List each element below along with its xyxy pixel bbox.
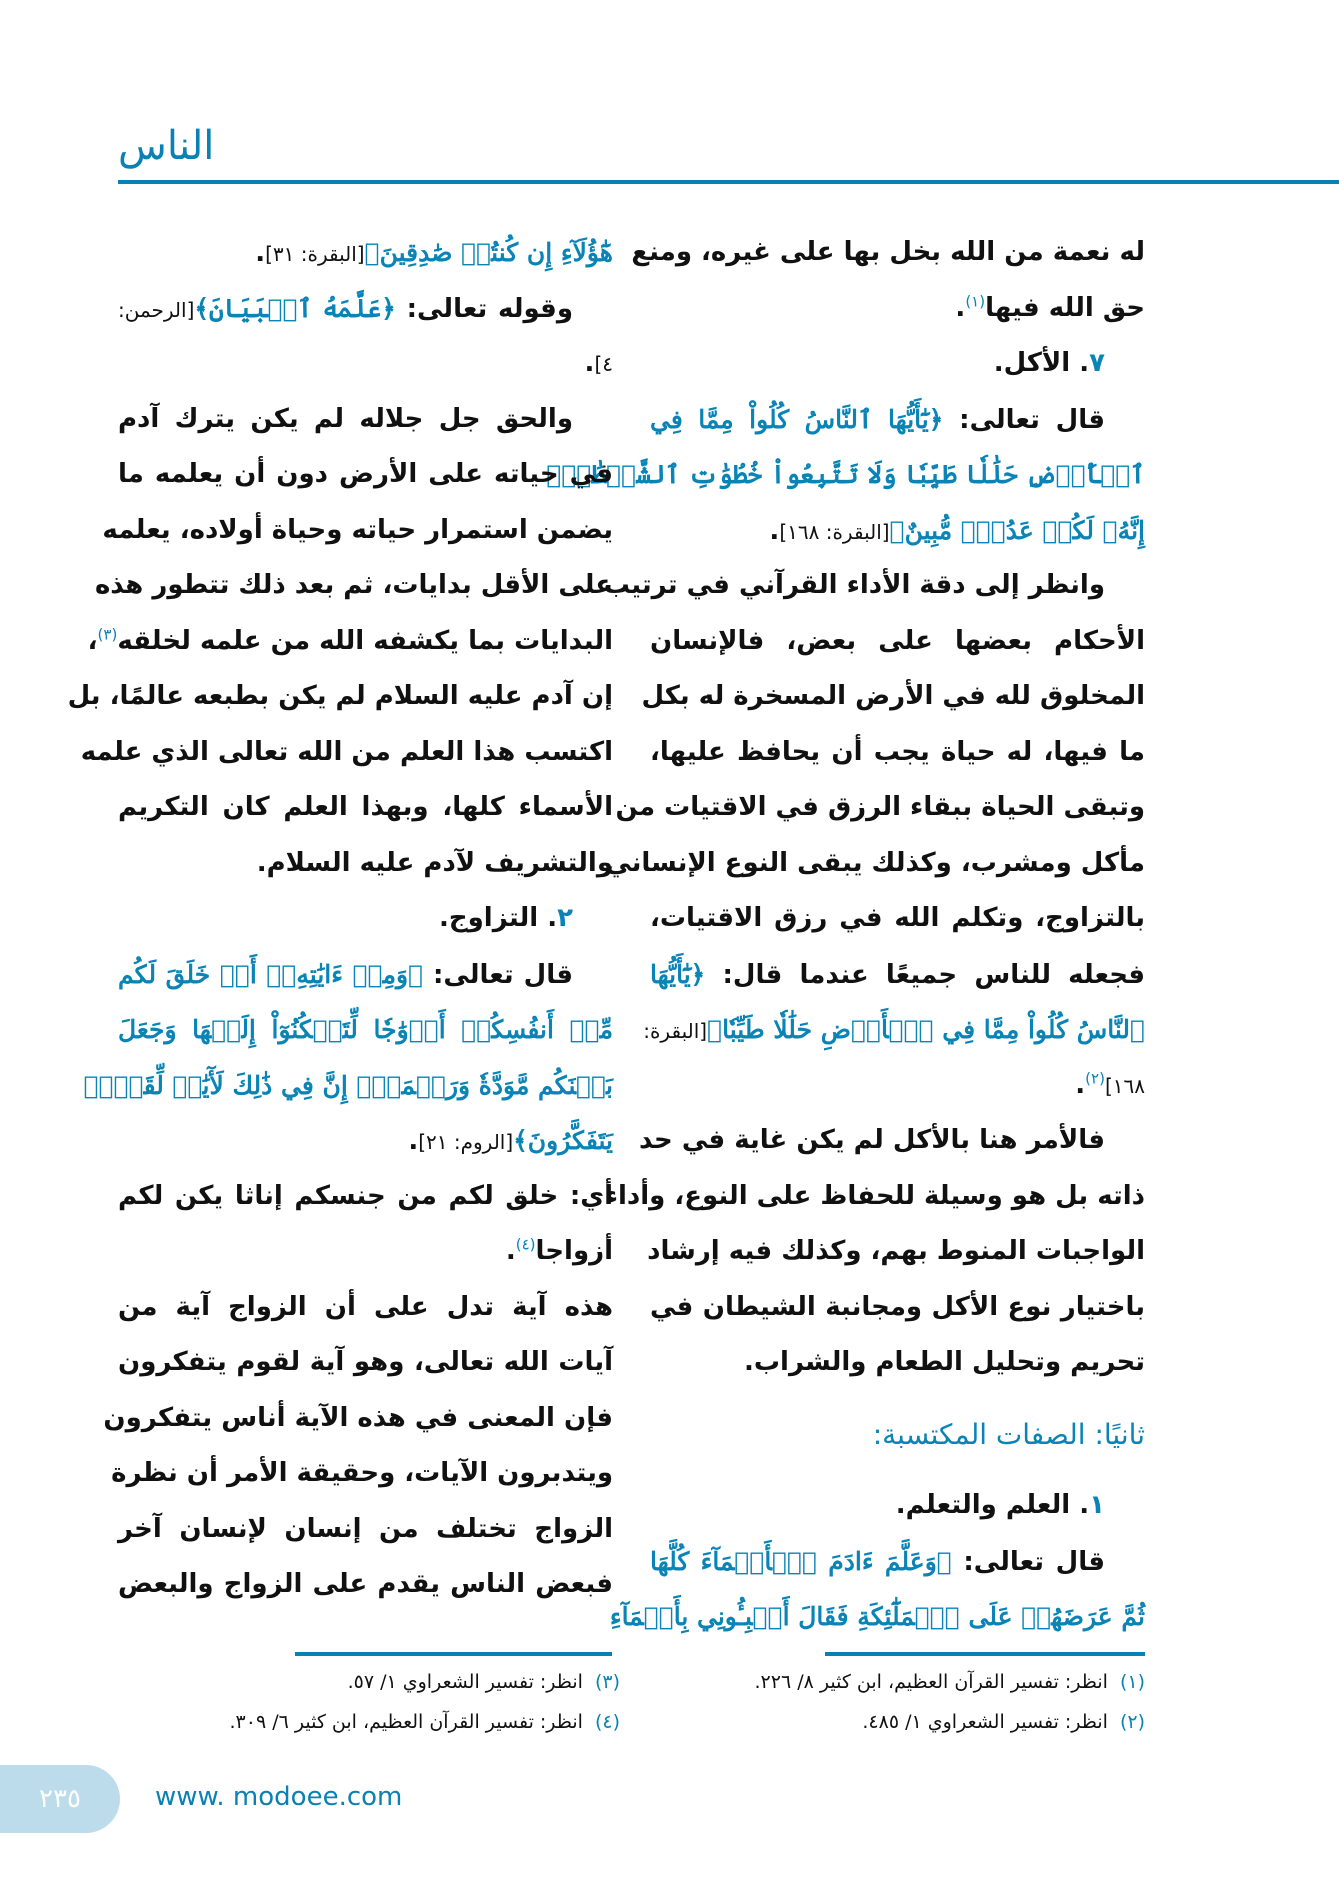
footnote-text: انظر: تفسير القرآن العظيم، ابن كثير ٦/ ٣٠٩. — [229, 1711, 583, 1733]
body-text: أزواجا — [535, 1236, 613, 1266]
body-text: البدايات بما يكشفه الله من علمه لخلقه — [117, 625, 613, 656]
text-line — [118, 891, 613, 947]
quran-verse: ثُمَّ عَرَضَهُمۡ عَلَى ٱلۡمَلَٰٓئِكَةِ فَقَالَ أَنۢبِـُٔونِي بِأَسۡمَآءِ — [609, 1602, 1145, 1631]
body-text: . — [584, 348, 595, 378]
text-line — [111, 1446, 613, 1502]
footnote-text: انظر: تفسير الشعراوي ١/ ٤٨٥. — [862, 1711, 1108, 1733]
body-text: اكتسب هذا العلم من الله تعالى الذي علمه — [80, 736, 613, 767]
body-text: . الأكل. — [993, 348, 1090, 378]
text-line — [118, 1169, 613, 1225]
text-line — [650, 891, 1145, 947]
text-line — [650, 1534, 1145, 1590]
verse-reference: [الروم: ٢١] — [418, 1130, 514, 1154]
item-number: ٢ — [557, 903, 573, 933]
body-text: تحريم وتحليل الطعام والشراب. — [744, 1347, 1145, 1377]
footnote-marker[interactable]: (٢) — [1085, 1068, 1105, 1087]
text-line — [604, 1169, 1145, 1225]
verse-reference: ١٦٨] — [1104, 1073, 1145, 1098]
footnote — [100, 1702, 620, 1742]
body-text: . — [255, 238, 266, 268]
text-line — [118, 336, 613, 392]
text-line — [631, 225, 1145, 281]
body-text: وتبقى الحياة ببقاء الرزق في الاقتيات من — [615, 792, 1145, 822]
quran-verse: مِّنۡ أَنفُسِكُمۡ أَزۡوَٰجٗا لِّتَسۡكُنُوٓاْ إِلَيۡهَا وَجَعَلَ — [118, 1015, 613, 1044]
footnote-divider-right — [825, 1652, 1145, 1656]
item-number: ١ — [1089, 1490, 1105, 1520]
running-title: الناس — [118, 123, 215, 169]
verse-reference: [الرحمن: — [118, 297, 195, 322]
quran-verse: ﴿يَٰٓأَيُّهَا ٱلنَّاسُ كُلُواْ مِمَّا فِي — [650, 404, 944, 434]
text-line — [647, 1224, 1145, 1280]
body-text: والحق جل جلاله لم يكن يترك آدم — [118, 403, 573, 434]
body-text: ذاته بل هو وسيلة للحفاظ على النوع، وأداء — [604, 1180, 1145, 1211]
body-text: . العلم والتعلم. — [895, 1490, 1090, 1520]
quran-verse: ﴿وَعَلَّمَ ءَادَمَ ٱلۡأَسۡمَآءَ كُلَّهَا — [650, 1546, 952, 1576]
text-line — [118, 225, 613, 281]
quran-verse: بَيۡنَكُم مَّوَدَّةٗ وَرَحۡمَةًۚ إِنَّ فِي ذَٰلِكَ لَأٓيَٰتٖ لِّقَوۡمٖ — [83, 1070, 613, 1100]
quran-verse: إِنَّهُۥ لَكُمۡ عَدُوّٞ مُّبِينٌ﴾ — [889, 515, 1145, 545]
body-text: فبعض الناس يقدم على الزواج والبعض — [118, 1569, 613, 1599]
footnote-number: (٣) — [594, 1671, 620, 1693]
text-line — [118, 947, 613, 1003]
text-line — [639, 1113, 1145, 1169]
quran-verse: يَتَفَكَّرُونَ﴾ — [513, 1126, 613, 1155]
text-line — [94, 558, 613, 614]
body-text: . — [769, 515, 780, 546]
section-heading: ثانيًا: الصفات المكتسبة: — [872, 1417, 1145, 1451]
body-text: الزواج تختلف من إنسان لإنسان آخر — [118, 1513, 613, 1544]
text-line — [80, 725, 613, 781]
footnote — [625, 1662, 1145, 1702]
text-line — [643, 1002, 1145, 1058]
body-text: ، — [87, 625, 98, 656]
text-line — [118, 1280, 613, 1336]
footnote-number: (٤) — [594, 1711, 620, 1733]
body-text: . — [408, 1126, 419, 1156]
text-line — [641, 669, 1145, 725]
text-line — [83, 1058, 613, 1114]
quran-verse: ﴿يَٰٓأَيُّهَا — [650, 959, 706, 989]
footnotes-left — [100, 1662, 620, 1742]
footnote-marker[interactable]: (١) — [965, 291, 986, 310]
body-text: . — [505, 1236, 516, 1266]
footnote-text: انظر: تفسير القرآن العظيم، ابن كثير ٨/ ٢٢٦. — [754, 1671, 1108, 1693]
text-line — [650, 725, 1145, 781]
text-line — [118, 1502, 613, 1558]
body-text: له نعمة من الله بخل بها على غيره، ومنع — [631, 237, 1145, 267]
text-line — [102, 503, 613, 559]
quran-verse: ٱلنَّاسُ كُلُواْ مِمَّا فِي ٱلۡأَرۡضِ حَلَٰلٗا طَيِّبٗا﴾ — [707, 1015, 1145, 1044]
body-text: الواجبات المنوط بهم، وكذلك فيه إرشاد — [647, 1236, 1145, 1266]
body-text: وقوله تعالى: — [395, 293, 573, 324]
text-line — [118, 447, 613, 503]
footnote-number: (٢) — [1119, 1711, 1145, 1733]
verse-reference: [البقرة: ٣١] — [265, 242, 365, 266]
body-text: ما فيها، له حياة يجب أن يحافظ عليها، — [650, 736, 1145, 767]
text-line — [605, 836, 1145, 892]
text-line — [609, 1589, 1145, 1645]
body-text: في حياته على الأرض دون أن يعلمه ما — [118, 459, 613, 489]
body-text: قال تعالى: — [943, 404, 1105, 435]
verse-reference: [البقرة: — [643, 1019, 708, 1043]
footnote — [100, 1662, 620, 1702]
verse-reference: ٤] — [594, 352, 613, 376]
body-text: فجعله للناس جميعًا عندما قال: — [705, 959, 1145, 990]
text-line — [118, 1113, 613, 1169]
text-line — [118, 281, 613, 337]
text-line — [118, 836, 613, 892]
body-text: . — [955, 292, 966, 323]
text-line — [118, 1335, 613, 1391]
item-number: ٧ — [1089, 348, 1105, 378]
text-line — [103, 1391, 613, 1447]
body-text: قال تعالى: — [423, 959, 573, 990]
footnote-marker[interactable]: (٤) — [515, 1235, 536, 1254]
body-text: الأحكام بعضها على بعض، فالإنسان — [650, 625, 1145, 656]
text-line — [650, 1335, 1145, 1391]
page-number: ٢٣٥ — [0, 1765, 120, 1833]
text-line — [87, 614, 613, 670]
text-line — [118, 780, 613, 836]
body-text: ويتدبرون الآيات، وحقيقة الأمر أن نظرة — [111, 1458, 613, 1488]
text-line — [650, 336, 1145, 392]
footnote — [625, 1702, 1145, 1742]
footnotes-right — [625, 1662, 1145, 1742]
body-text: حق الله فيها — [985, 292, 1145, 323]
footnote-divider-left — [295, 1652, 612, 1656]
body-text: على الأقل بدايات، ثم بعد ذلك تتطور هذه — [94, 570, 613, 600]
text-line — [118, 392, 613, 448]
body-text: يضمن استمرار حياته وحياة أولاده، يعلمه — [102, 514, 613, 545]
footnote-text: انظر: تفسير الشعراوي ١/ ٥٧. — [347, 1671, 583, 1693]
text-line — [118, 1224, 613, 1280]
quran-verse: ﴿عَلَّمَهُ ٱلۡبَيَانَ﴾ — [194, 293, 396, 323]
left-column — [67, 225, 613, 1613]
body-text: والتشريف لآدم عليه السلام. — [256, 847, 613, 878]
body-text: قال تعالى: — [951, 1546, 1105, 1577]
body-text: هذه آية تدل على أن الزواج آية من — [118, 1291, 613, 1322]
text-line — [650, 1478, 1145, 1534]
text-line — [650, 947, 1145, 1003]
quran-verse: ٱلۡأَرۡضِ حَلَٰلٗا طَيِّبٗا وَلَا تَتَّبِعُواْ خُطُوَٰتِ ٱلشَّيۡطَٰنِۚ — [546, 460, 1145, 489]
website-link[interactable]: www. modoee.com — [155, 1782, 403, 1812]
text-line — [650, 614, 1145, 670]
body-text: بالتزاوج، وتكلم الله في رزق الاقتيات، — [650, 903, 1145, 933]
header-rule — [118, 180, 1339, 184]
footnote-marker[interactable]: (٣) — [97, 624, 118, 643]
text-line — [67, 669, 613, 725]
body-text: وانظر إلى دقة الأداء القرآني في ترتيب — [603, 570, 1105, 600]
body-text: آيات الله تعالى، وهو آية لقوم يتفكرون — [118, 1347, 613, 1377]
text-line — [650, 281, 1145, 337]
verse-reference: [البقرة: ١٦٨] — [779, 519, 890, 544]
body-text: أي: خلق لكم من جنسكم إناثا يكن لكم — [118, 1180, 613, 1211]
body-text: الأسماء كلها، وبهذا العلم كان التكريم — [118, 792, 613, 822]
text-line — [650, 1407, 1145, 1463]
quran-verse: ﴿وَمِنۡ ءَايَٰتِهِۦٓ أَنۡ خَلَقَ لَكُم — [118, 959, 424, 989]
text-line — [650, 503, 1145, 559]
text-line — [603, 558, 1145, 614]
text-line — [118, 1557, 613, 1613]
text-line — [650, 392, 1145, 448]
text-line — [546, 447, 1145, 503]
body-text: . التزاوج. — [439, 903, 558, 933]
body-text: المخلوق لله في الأرض المسخرة له بكل — [641, 681, 1145, 711]
body-text: باختيار نوع الأكل ومجانبة الشيطان في — [650, 1291, 1145, 1322]
footnote-number: (١) — [1119, 1671, 1145, 1693]
body-text: فإن المعنى في هذه الآية أناس يتفكرون — [103, 1402, 613, 1433]
text-line — [650, 1280, 1145, 1336]
body-text: فالأمر هنا بالأكل لم يكن غاية في حد — [639, 1125, 1105, 1155]
text-line — [118, 1002, 613, 1058]
body-text: مأكل ومشرب، وكذلك يبقى النوع الإنساني — [605, 847, 1145, 878]
text-line — [615, 780, 1145, 836]
quran-verse: هَٰٓؤُلَآءِ إِن كُنتُمۡ صَٰدِقِينَ﴾ — [364, 238, 613, 267]
body-text: . — [1075, 1069, 1086, 1100]
text-line — [650, 1058, 1145, 1114]
body-text: إن آدم عليه السلام لم يكن بطبعه عالمًا، بل — [67, 681, 613, 711]
